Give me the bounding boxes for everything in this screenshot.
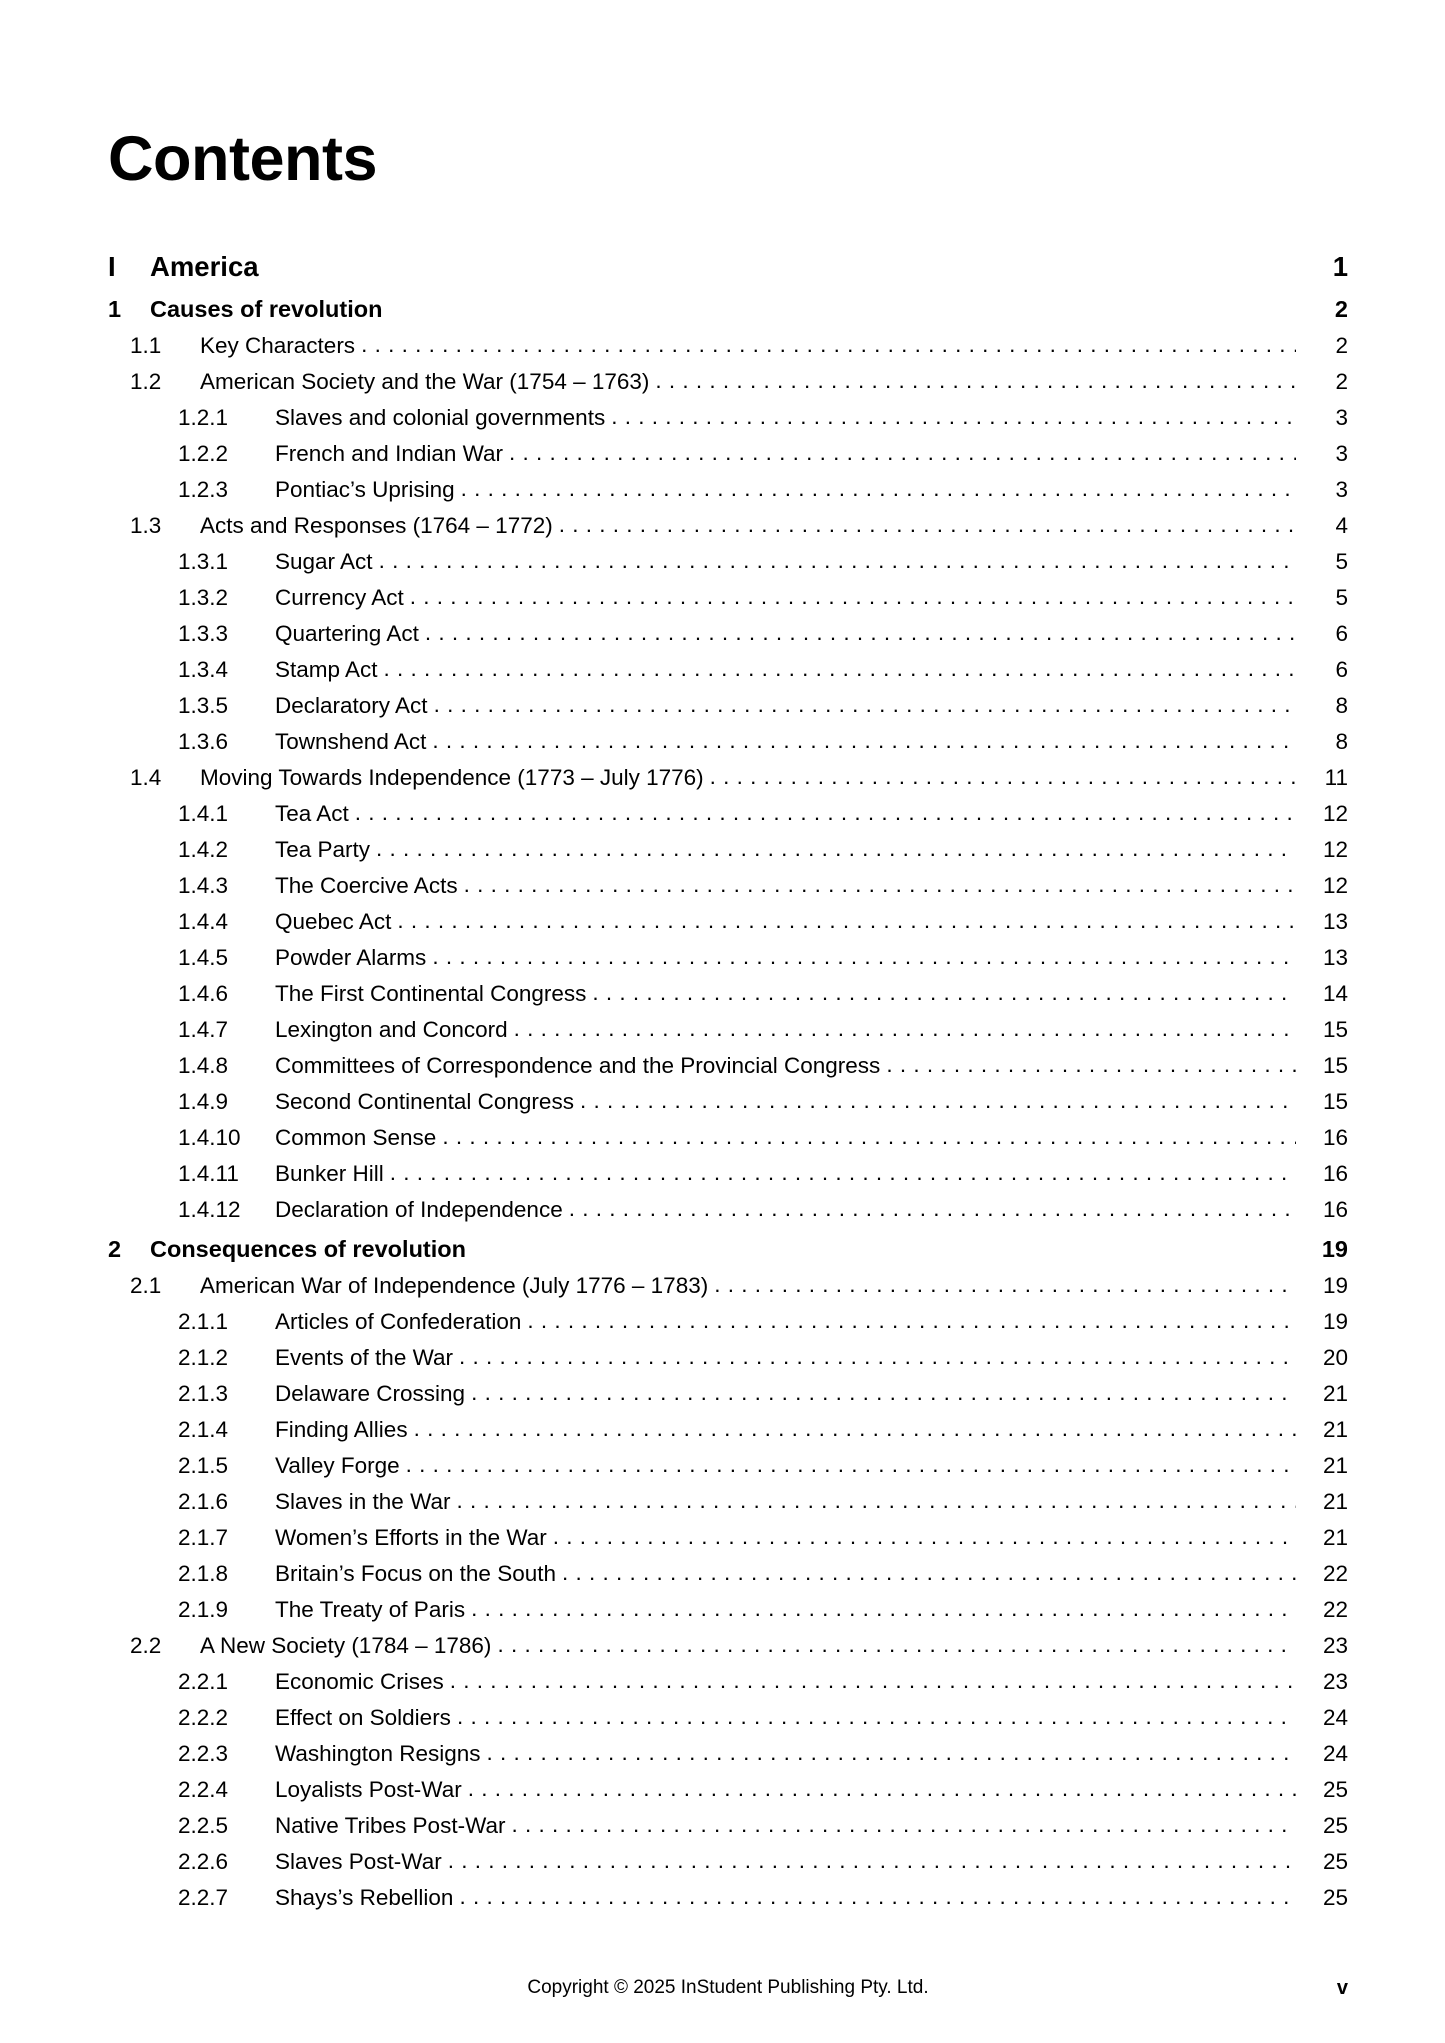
toc-entry-sub[interactable] [108,873,1348,899]
toc-entry-number: 2.1.1 [178,1309,229,1334]
toc-entry-section[interactable] [108,1273,1348,1299]
toc-entry-number: 2.1.3 [178,1381,229,1406]
toc-entry-page-number: 21 [1322,1525,1348,1550]
dot-leader [432,944,1296,970]
toc-entry-sub[interactable] [108,1813,1348,1839]
toc-entry-page-number: 1 [1332,251,1348,282]
toc-entry-sub[interactable] [108,1309,1348,1335]
toc-entry-page-number: 25 [1322,1813,1348,1838]
dot-leader [655,368,1296,394]
toc-entry-title: Causes of revolution [150,296,383,322]
toc-entry-title: American Society and the War (1754 – 1763) [200,369,650,394]
dot-leader [376,836,1296,862]
toc-entry-number: 2.1.5 [178,1453,229,1478]
toc-entry-title: Pontiac’s Uprising [275,477,455,502]
dot-leader [406,1452,1296,1478]
dot-leader [580,1088,1296,1114]
toc-entry-title: Washington Resigns [275,1741,481,1766]
toc-entry-number: 1.4.3 [178,873,229,898]
toc-entry-title: Events of the War [275,1345,453,1370]
toc-entry-sub[interactable] [108,1161,1348,1187]
toc-entry-page-number: 16 [1322,1125,1348,1150]
toc-entry-sub[interactable] [108,909,1348,935]
dot-leader [457,1704,1296,1730]
toc-entry-number: 1.3.2 [178,585,229,610]
toc-entry-number: 1.4.7 [178,1017,229,1042]
toc-entry-page-number: 21 [1322,1453,1348,1478]
toc-entry-page-number: 15 [1322,1017,1348,1042]
toc-entry-number: 2.2 [130,1633,162,1658]
toc-entry-number: 1.3.1 [178,549,229,574]
toc-entry-sub[interactable] [108,1777,1348,1803]
dot-leader [442,1124,1296,1150]
toc-entry-title: Common Sense [275,1125,437,1150]
toc-entry-sub[interactable] [108,1197,1348,1223]
toc-entry-sub[interactable] [108,477,1348,503]
toc-entry-page-number: 8 [1335,693,1348,718]
toc-entry-page-number: 21 [1322,1489,1348,1514]
toc-entry-title: Effect on Soldiers [275,1705,451,1730]
toc-entry-section[interactable] [108,765,1348,791]
toc-entry-page-number: 3 [1335,405,1348,430]
toc-entry-page-number: 25 [1322,1849,1348,1874]
toc-entry-number: 2 [108,1236,122,1262]
toc-entry-page-number: 20 [1322,1345,1348,1370]
dot-leader [425,620,1296,646]
toc-entry-title: Economic Crises [275,1669,444,1694]
dot-leader [432,728,1296,754]
toc-entry-sub[interactable] [108,1089,1348,1115]
dot-leader [471,1380,1296,1406]
toc-entry-title: Native Tribes Post-War [275,1813,506,1838]
toc-entry-number: 1.2.3 [178,477,229,502]
toc-entry-sub[interactable] [108,1561,1348,1587]
toc-entry-page-number: 19 [1322,1309,1348,1334]
toc-entry-title: Moving Towards Independence (1773 – July 1776) [200,765,704,790]
toc-entry-sub[interactable] [108,981,1348,1007]
toc-entry-page-number: 6 [1335,657,1348,682]
toc-entry-number: 2.2.7 [178,1885,229,1910]
toc-entry-number: 1.4.4 [178,909,229,934]
page-footer [108,1977,1348,2007]
toc-entry-page-number: 21 [1322,1381,1348,1406]
dot-leader [459,1884,1296,1910]
page-title: Contents [108,124,377,194]
toc-entry-number: 1.4.12 [178,1197,241,1222]
toc-entry-page-number: 15 [1322,1053,1348,1078]
toc-entry-title: Britain’s Focus on the South [275,1561,556,1586]
dot-leader [471,1596,1296,1622]
toc-entry-number: 2.2.2 [178,1705,229,1730]
copyright-notice: Copyright © 2025 InStudent Publishing Pty. Ltd. [527,1977,929,1998]
toc-entry-number: 1.4.6 [178,981,229,1006]
toc-entry-number: 2.2.1 [178,1669,229,1694]
toc-entry-sub[interactable] [108,405,1348,431]
toc-entry-sub[interactable] [108,1849,1348,1875]
toc-entry-number: 1.3.4 [178,657,229,682]
toc-entry-page-number: 13 [1322,909,1348,934]
toc-entry-title: Sugar Act [275,549,373,574]
toc-entry-title: Townshend Act [275,729,427,754]
toc-entry-page-number: 24 [1322,1705,1348,1730]
toc-entry-title: Women’s Efforts in the War [275,1525,547,1550]
toc-entry-number: 1.2.1 [178,405,229,430]
dot-leader [553,1524,1296,1550]
toc-entry-page-number: 21 [1322,1417,1348,1442]
dot-leader [448,1848,1296,1874]
toc-entry-page-number: 25 [1322,1885,1348,1910]
dot-leader [468,1776,1296,1802]
toc-entry-sub[interactable] [108,1453,1348,1479]
toc-entry-page-number: 4 [1335,513,1348,538]
dot-leader [464,872,1296,898]
toc-entry-number: 2.1.6 [178,1489,229,1514]
toc-entry-list [108,251,1348,1911]
toc-entry-number: 1.4.8 [178,1053,229,1078]
toc-entry-title: Slaves Post-War [275,1849,442,1874]
dot-leader [379,548,1296,574]
toc-entry-number: 1.4.5 [178,945,229,970]
toc-entry-title: Shays’s Rebellion [275,1885,454,1910]
dot-leader [611,404,1296,430]
dot-leader [390,1160,1296,1186]
toc-entry-sub[interactable] [108,1345,1348,1371]
toc-entry-number: 2.2.4 [178,1777,229,1802]
toc-entry-title: Delaware Crossing [275,1381,466,1406]
toc-entry-number: 2.2.5 [178,1813,229,1838]
toc-entry-number: 1.3.5 [178,693,229,718]
toc-entry-number: 1.4 [130,765,162,790]
toc-entry-title: The Coercive Acts [275,873,458,898]
toc-entry-sub[interactable] [108,729,1348,755]
toc-entry-title: Lexington and Concord [275,1017,508,1042]
toc-entry-title: Declaratory Act [275,693,428,718]
toc-entry-page-number: 22 [1322,1597,1348,1622]
toc-entry-sub[interactable] [108,621,1348,647]
toc-entry-page-number: 3 [1335,441,1348,466]
dot-leader [562,1560,1296,1586]
dot-leader [527,1308,1296,1334]
toc-entry-title: The Treaty of Paris [275,1597,466,1622]
toc-entry-page-number: 2 [1334,296,1348,322]
dot-leader [592,980,1296,1006]
toc-entry-section[interactable] [108,333,1348,359]
toc-entry-sub[interactable] [108,1125,1348,1151]
toc-entry-number: 2.1.2 [178,1345,229,1370]
toc-entry-part[interactable] [108,251,1348,283]
toc-entry-sub[interactable] [108,1705,1348,1731]
toc-entry-sub[interactable] [108,693,1348,719]
toc-entry-number: 1 [108,296,122,322]
dot-leader [710,764,1296,790]
dot-leader [511,1812,1296,1838]
toc-entry-title: French and Indian War [275,441,504,466]
toc-entry-title: Valley Forge [275,1453,400,1478]
toc-entry-sub[interactable] [108,1489,1348,1515]
toc-entry-page-number: 19 [1321,1236,1348,1262]
toc-entry-page-number: 5 [1335,585,1348,610]
toc-entry-title: Tea Party [275,837,371,862]
toc-entry-page-number: 25 [1322,1777,1348,1802]
toc-entry-sub[interactable] [108,657,1348,683]
toc-entry-number: 1.4.1 [178,801,229,826]
toc-entry-number: 1.3.3 [178,621,229,646]
toc-entry-number: 1.4.2 [178,837,229,862]
dot-leader [434,692,1296,718]
toc-entry-title: Articles of Confederation [275,1309,522,1334]
toc-entry-sub[interactable] [108,1381,1348,1407]
toc-entry-sub[interactable] [108,549,1348,575]
toc-entry-title: Second Continental Congress [275,1089,574,1114]
toc-entry-page-number: 2 [1335,369,1348,394]
toc-entry-number: 1.2 [130,369,162,394]
toc-entry-title: Key Characters [200,333,356,358]
toc-entry-section[interactable] [108,1633,1348,1659]
toc-entry-sub[interactable] [108,945,1348,971]
toc-entry-section[interactable] [108,513,1348,539]
toc-content [108,0,1348,1911]
toc-entry-sub[interactable] [108,585,1348,611]
toc-entry-sub[interactable] [108,1669,1348,1695]
toc-entry-page-number: 23 [1322,1669,1348,1694]
toc-entry-number: 2.1.7 [178,1525,229,1550]
toc-entry-number: 2.2.6 [178,1849,229,1874]
toc-entry-title: Slaves in the War [275,1489,451,1514]
dot-leader [509,440,1296,466]
dot-leader [886,1052,1296,1078]
dot-leader [559,512,1296,538]
toc-entry-number: 2.1 [130,1273,162,1298]
dot-leader [410,584,1296,610]
toc-entry-page-number: 12 [1322,873,1348,898]
toc-entry-title: Declaration of Independence [275,1197,563,1222]
toc-entry-sub[interactable] [108,1597,1348,1623]
toc-entry-page-number: 13 [1322,945,1348,970]
toc-entry-page-number: 12 [1322,801,1348,826]
toc-entry-number: 2.1.9 [178,1597,229,1622]
toc-entry-sub[interactable] [108,837,1348,863]
toc-entry-chapter[interactable] [108,1236,1348,1263]
toc-entry-page-number: 14 [1322,981,1348,1006]
toc-entry-title: Tea Act [275,801,349,826]
toc-entry-sub[interactable] [108,1417,1348,1443]
toc-entry-title: Finding Allies [275,1417,408,1442]
toc-entry-number: 1.4.11 [178,1161,239,1186]
toc-entry-title: Quartering Act [275,621,419,646]
dot-leader [384,656,1296,682]
dot-leader [414,1416,1296,1442]
toc-entry-sub[interactable] [108,1741,1348,1767]
toc-entry-page-number: 22 [1322,1561,1348,1586]
dot-leader [569,1196,1296,1222]
toc-entry-title: Stamp Act [275,657,378,682]
toc-entry-number: 2.1.4 [178,1417,229,1442]
toc-entry-number: 2.1.8 [178,1561,229,1586]
toc-entry-number: 2.2.3 [178,1741,229,1766]
toc-entry-title: America [150,251,259,282]
dot-leader [487,1740,1296,1766]
dot-leader [514,1016,1296,1042]
toc-entry-page-number: 5 [1335,549,1348,574]
toc-entry-page-number: 3 [1335,477,1348,502]
toc-entry-page-number: 6 [1335,621,1348,646]
toc-entry-page-number: 16 [1322,1161,1348,1186]
toc-entry-title: Powder Alarms [275,945,427,970]
toc-entry-page-number: 12 [1322,837,1348,862]
toc-entry-sub[interactable] [108,1525,1348,1551]
toc-entry-number: 1.2.2 [178,441,229,466]
toc-entry-section[interactable] [108,369,1348,395]
toc-entry-number: 1.4.10 [178,1125,241,1150]
dot-leader [461,476,1296,502]
dot-leader [459,1344,1296,1370]
toc-entry-title: Consequences of revolution [150,1236,466,1262]
toc-entry-page-number: 24 [1322,1741,1348,1766]
toc-entry-page-number: 11 [1324,765,1348,790]
dot-leader [714,1272,1296,1298]
toc-entry-chapter[interactable] [108,296,1348,323]
toc-entry-page-number: 19 [1322,1273,1348,1298]
toc-entry-title: American War of Independence (July 1776 – 1783) [200,1273,709,1298]
toc-entry-page-number: 15 [1322,1089,1348,1114]
toc-entry-number: 1.1 [130,333,162,358]
dot-leader [497,1632,1296,1658]
toc-entry-title: Bunker Hill [275,1161,384,1186]
toc-entry-title: Committees of Correspondence and the Provincial Congress [275,1053,881,1078]
toc-entry-title: Currency Act [275,585,404,610]
toc-entry-number: 1.3.6 [178,729,229,754]
toc-entry-sub[interactable] [108,801,1348,827]
dot-leader [361,332,1296,358]
toc-entry-title: Loyalists Post-War [275,1777,462,1802]
dot-leader [450,1668,1296,1694]
toc-entry-title: Acts and Responses (1764 – 1772) [200,513,553,538]
toc-entry-title: A New Society (1784 – 1786) [200,1633,492,1658]
toc-entry-number: 1.3 [130,513,162,538]
toc-entry-title: Slaves and colonial governments [275,405,606,430]
toc-entry-number: I [108,251,116,282]
toc-entry-number: 1.4.9 [178,1089,229,1114]
toc-entry-title: The First Continental Congress [275,981,587,1006]
toc-entry-page-number: 8 [1335,729,1348,754]
toc-entry-sub[interactable] [108,1885,1348,1911]
toc-entry-page-number: 2 [1335,333,1348,358]
toc-entry-sub[interactable] [108,1053,1348,1079]
footer-page-number: v [1336,1977,1348,1999]
dot-leader [457,1488,1297,1514]
toc-entry-sub[interactable] [108,441,1348,467]
toc-entry-title: Quebec Act [275,909,392,934]
toc-entry-sub[interactable] [108,1017,1348,1043]
dot-leader [355,800,1296,826]
toc-entry-page-number: 16 [1322,1197,1348,1222]
toc-entry-page-number: 23 [1322,1633,1348,1658]
dot-leader [397,908,1296,934]
